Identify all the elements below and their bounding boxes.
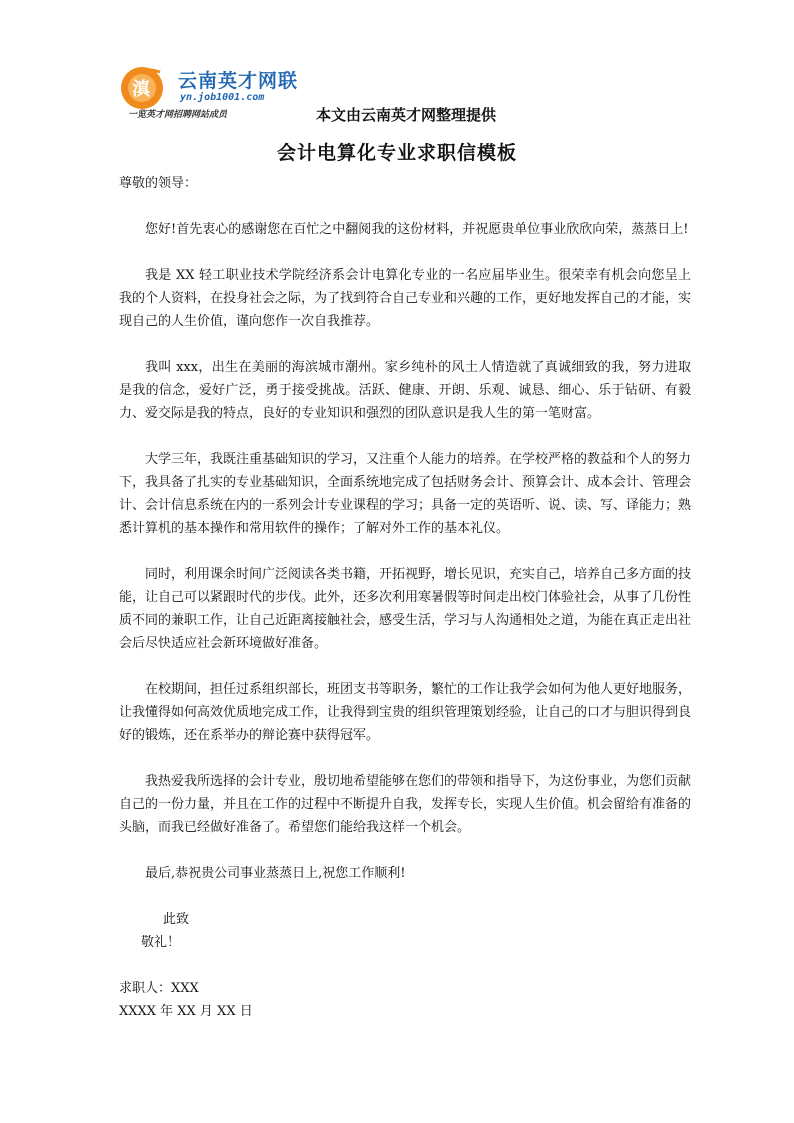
logo-title: 云南英才网联 <box>178 70 299 92</box>
paragraph-5: 同时，利用课余时间广泛阅读各类书籍，开拓视野，增长见识，充实自己，培养自己多方面的技能，让自己可以紧跟时代的步伐。此外，还多次利用寒暑假等时间走出校门体验社会，从事了几份性质不同的兼职工作，让自己近距离接触社会，感受生活，学习与人沟通相处之道，为能在真正走出社会后尽快适应社会新环境做好准备。 <box>119 567 692 651</box>
paragraph-6: 在校期间，担任过系组织部长，班团支书等职务，繁忙的工作让我学会如何为他人更好地服务，让我懂得如何高效优质地完成工作，让我得到宝贵的组织管理策划经验，让自己的口才与胆识得到良好的锻炼，还在系举办的辩论赛中获得冠军。 <box>119 682 692 743</box>
paragraph-3: 我叫 xxx，出生在美丽的海滨城市潮州。家乡纯朴的风土人情造就了真诚细致的我，努力进取是我的信念，爱好广泛，勇于接受挑战。活跃、健康、开朗、乐观、诚恳、细心、乐于钻研、有毅力、爱交际是我的特点，良好的专业知识和强烈的团队意识是我人生的第一笔财富。 <box>119 360 691 421</box>
paragraph-2: 我是 XX 轻工职业技术学院经济系会计电算化专业的一名应届毕业生。很荣幸有机会向您呈上我的个人资料，在投身社会之际，为了找到符合自己专业和兴趣的工作，更好地发挥自己的才能，实现自己的人生价值，谨向您作一次自我推荐。 <box>119 268 692 329</box>
document-title: 会计电算化专业求职信模板 <box>276 142 517 164</box>
site-logo[interactable] <box>118 62 318 126</box>
closing-line-2: 敬礼！ <box>141 935 181 950</box>
logo-tagline: 一览英才网招聘网站成员 <box>128 110 228 120</box>
paragraph-8: 最后,恭祝贵公司事业蒸蒸日上,祝您工作顺利! <box>145 866 406 881</box>
provided-by-line: 本文由云南英才网整理提供 <box>316 106 497 124</box>
salutation: 尊敬的领导： <box>119 176 198 191</box>
paragraph-7: 我热爱我所选择的会计专业，殷切地希望能够在您们的带领和指导下，为这份事业，为您们贡献自己的一份力量，并且在工作的过程中不断提升自我，发挥专长，实现人生价值。机会留给有准备的头脑，而我已经做好准备了。希望您们能给我这样一个机会。 <box>119 774 692 835</box>
letter-body <box>119 172 691 1023</box>
svg-text:滇: 滇 <box>132 79 150 100</box>
paragraph-4: 大学三年，我既注重基础知识的学习，又注重个人能力的培养。在学校严格的教益和个人的努力下，我具备了扎实的专业基础知识，全面系统地完成了包括财务会计、预算会计、成本会计、管理会计、会计信息系统在内的一系列会计专业课程的学习；具备一定的英语听、说、读、写、译能力；熟悉计算机的基本操作和常用软件的操作；了解对外工作的基本礼仪。 <box>119 452 692 536</box>
closing-line-1: 此致 <box>163 912 190 927</box>
logo-emblem-icon <box>120 62 176 112</box>
logo-url: yn.job1001.com <box>180 92 265 103</box>
paragraph-1: 您好!首先衷心的感谢您在百忙之中翻阅我的这份材料，并祝愿贵单位事业欣欣向荣，蒸蒸日上! <box>145 222 689 237</box>
letter-date: XXXX 年 XX 月 XX 日 <box>119 1004 253 1019</box>
applicant-name: 求职人：XXX <box>119 981 199 996</box>
